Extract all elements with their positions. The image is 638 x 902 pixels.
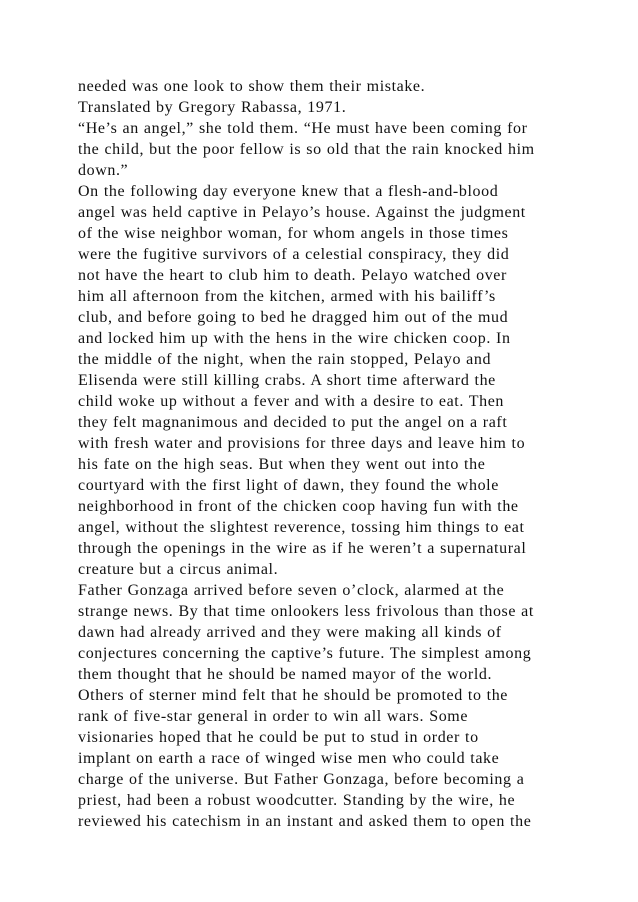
- text-line: down.”: [78, 162, 129, 179]
- text-line: not have the heart to club him to death. Pelayo watched over: [78, 267, 507, 284]
- text-line: courtyard with the first light of dawn, they found the whole: [78, 477, 499, 494]
- text-line: creature but a circus animal.: [78, 561, 279, 578]
- text-line: were the fugitive survivors of a celestial conspiracy, they did: [78, 246, 510, 263]
- text-line: Others of sterner mind felt that he should be promoted to the: [78, 687, 509, 704]
- text-line: child woke up without a fever and with a desire to eat. Then: [78, 393, 505, 410]
- text-line: the middle of the night, when the rain stopped, Pelayo and: [78, 351, 492, 368]
- text-line: Elisenda were still killing crabs. A short time afterward the: [78, 372, 496, 389]
- text-line: strange news. By that time onlookers less frivolous than those at: [78, 603, 534, 620]
- text-line: On the following day everyone knew that a flesh-and-blood: [78, 183, 499, 200]
- text-line: of the wise neighbor woman, for whom angels in those times: [78, 225, 509, 242]
- text-line: neighborhood in front of the chicken coop having fun with the: [78, 498, 519, 515]
- text-line: charge of the universe. But Father Gonzaga, before becoming a: [78, 771, 525, 788]
- text-line: “He’s an angel,” she told them. “He must have been coming for: [78, 120, 528, 137]
- text-line: his fate on the high seas. But when they went out into the: [78, 456, 486, 473]
- body-text: [78, 76, 578, 832]
- text-line: him all afternoon from the kitchen, armed with his bailiff’s: [78, 288, 496, 305]
- text-line: rank of five-star general in order to win all wars. Some: [78, 708, 469, 725]
- text-line: angel was held captive in Pelayo’s house. Against the judgment: [78, 204, 526, 221]
- text-line: dawn had already arrived and they were making all kinds of: [78, 624, 502, 641]
- text-line: the child, but the poor fellow is so old that the rain knocked him: [78, 141, 535, 158]
- text-line: and locked him up with the hens in the wire chicken coop. In: [78, 330, 511, 347]
- text-line: they felt magnanimous and decided to put the angel on a raft: [78, 414, 508, 431]
- text-line: them thought that he should be named mayor of the world.: [78, 666, 493, 683]
- text-line: implant on earth a race of winged wise men who could take: [78, 750, 500, 767]
- text-line: angel, without the slightest reverence, tossing him things to eat: [78, 519, 525, 536]
- text-line: Father Gonzaga arrived before seven o’clock, alarmed at the: [78, 582, 505, 599]
- text-line: through the openings in the wire as if he weren’t a supernatural: [78, 540, 527, 557]
- text-line: reviewed his catechism in an instant and asked them to open the: [78, 813, 532, 830]
- text-line: conjectures concerning the captive’s future. The simplest among: [78, 645, 532, 662]
- text-line: needed was one look to show them their mistake.: [78, 78, 426, 95]
- text-line: visionaries hoped that he could be put to stud in order to: [78, 729, 479, 746]
- text-line: priest, had been a robust woodcutter. Standing by the wire, he: [78, 792, 516, 809]
- text-line: with fresh water and provisions for three days and leave him to: [78, 435, 526, 452]
- text-line: club, and before going to bed he dragged him out of the mud: [78, 309, 509, 326]
- text-line: Translated by Gregory Rabassa, 1971.: [78, 99, 347, 116]
